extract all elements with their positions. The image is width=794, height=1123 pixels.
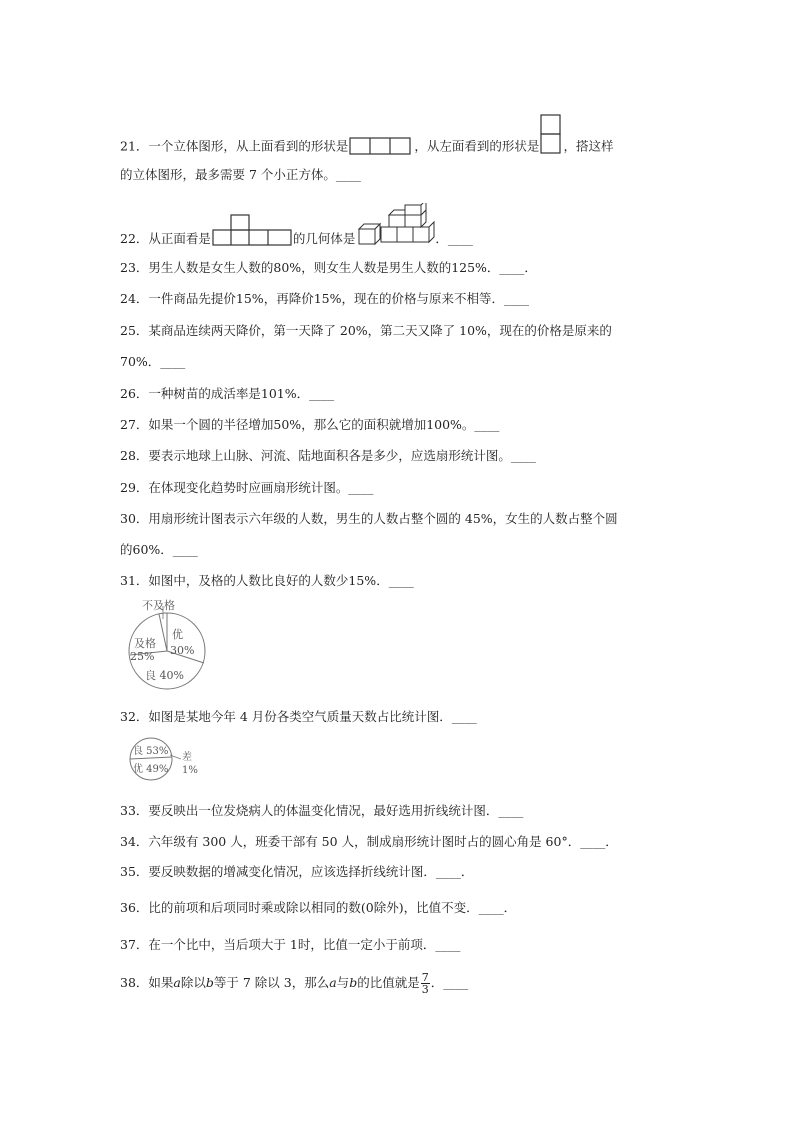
- question-38-text-e: 的比值就是: [357, 975, 420, 990]
- question-35: 35．要反映数据的增减变化情况，应该选择折线统计图．____．: [120, 864, 474, 879]
- question-22: [120, 231, 473, 247]
- question-27: 27．如果一个圆的半径增加50%，那么它的面积就增加100%。____: [120, 417, 500, 432]
- top-view-figure: [348, 137, 414, 157]
- question-34: 34．六年级有 300 人，班委干部有 50 人，制成扇形统计图时占的圆心角是 60°．____．: [120, 834, 618, 849]
- question-21: [120, 137, 613, 157]
- pie31-label-excellent: 优: [172, 628, 183, 641]
- question-32: 32．如图是某地今年 4 月份各类空气质量天数占比统计图．____: [120, 709, 477, 724]
- question-31: 31．如图中，及格的人数比良好的人数少15%．____: [120, 573, 414, 588]
- question-38: [120, 972, 468, 995]
- question-30-cont: 的60%．____: [120, 542, 198, 557]
- question-26: 26．一种树苗的成活率是101%．____: [120, 386, 335, 401]
- question-25-cont: 70%．____: [120, 354, 186, 369]
- pie31-label-pass-pct: 25%: [130, 650, 155, 663]
- question-22-text-b: ．____: [435, 231, 473, 246]
- question-25: 25．某商品连续两天降价，第一天降了 20%，第二天又降了 10%，现在的价格是原来的: [120, 323, 612, 338]
- cube-solid-figure: [355, 203, 435, 247]
- pie32-label-excellent: 优 49%: [133, 764, 169, 775]
- pie32-label-poor: 差: [182, 752, 192, 763]
- var-a-2: a: [329, 975, 337, 990]
- fraction-numerator: 7: [421, 971, 429, 984]
- front-view-figure: [211, 213, 293, 247]
- question-21-text-b: ，搭这样: [563, 138, 614, 154]
- pie31-label-fail: 不及格: [142, 599, 175, 612]
- pie31-label-pass: 及格: [134, 637, 156, 650]
- question-33: 33．要反映出一位发烧病人的体温变化情况，最好选用折线统计图．____: [120, 803, 524, 818]
- question-29: 29．在体现变化趋势时应画扇形统计图。____: [120, 480, 374, 495]
- fraction-7-3: [421, 972, 430, 995]
- question-28: 28．要表示地球上山脉、河流、陆地面积各是多少，应选扇形统计图。____: [120, 448, 536, 463]
- pie32-label-poor-pct: 1%: [182, 765, 198, 776]
- question-21-cont: 的立体图形，最多需要 7 个小正方体。____: [120, 167, 361, 182]
- question-37: 37．在一个比中，当后项大于 1时，比值一定小于前项．____: [120, 937, 461, 952]
- pie31-label-excellent-pct: 30%: [170, 644, 195, 657]
- pie32-label-good: 良 53%: [133, 746, 169, 757]
- question-23: 23．男生人数是女生人数的80%，则女生人数是男生人数的125%．____．: [120, 260, 537, 275]
- question-38-text-d: 与: [336, 975, 350, 990]
- question-21-text-a: 21．一个立体图形，从上面看到的形状是: [120, 138, 349, 154]
- fraction-denominator: 3: [421, 983, 429, 996]
- question-30: 30．用扇形统计图表示六年级的人数，男生的人数占整个圆的 45%，女生的人数占整个圆: [120, 511, 618, 526]
- pie31-label-good: 良 40%: [145, 669, 184, 682]
- question-38-text-f: ．____: [430, 975, 469, 990]
- question-22-text-mid: 的几何体是: [292, 231, 356, 246]
- grade-pie-chart: [126, 597, 212, 693]
- question-38-text-b: 除以: [180, 975, 206, 990]
- var-b-2: b: [349, 975, 358, 990]
- question-38-text-a: 38．如果: [120, 975, 174, 990]
- question-24: 24．一件商品先提价15%，再降价15%，现在的价格与原来不相等．____: [120, 291, 529, 306]
- question-22-text-a: 22．从正面看是: [120, 231, 211, 246]
- question-36: 36．比的前项和后项同时乘或除以相同的数(0除外)，比值不变．____．: [120, 900, 517, 915]
- question-38-text-c: 等于 7 除以 3，那么: [213, 975, 330, 990]
- air-quality-pie-chart: [126, 737, 204, 781]
- var-a: a: [173, 975, 181, 990]
- var-b: b: [205, 975, 214, 990]
- question-21-text-mid: ，从左面看到的形状是: [414, 138, 540, 154]
- left-view-figure: [539, 113, 563, 157]
